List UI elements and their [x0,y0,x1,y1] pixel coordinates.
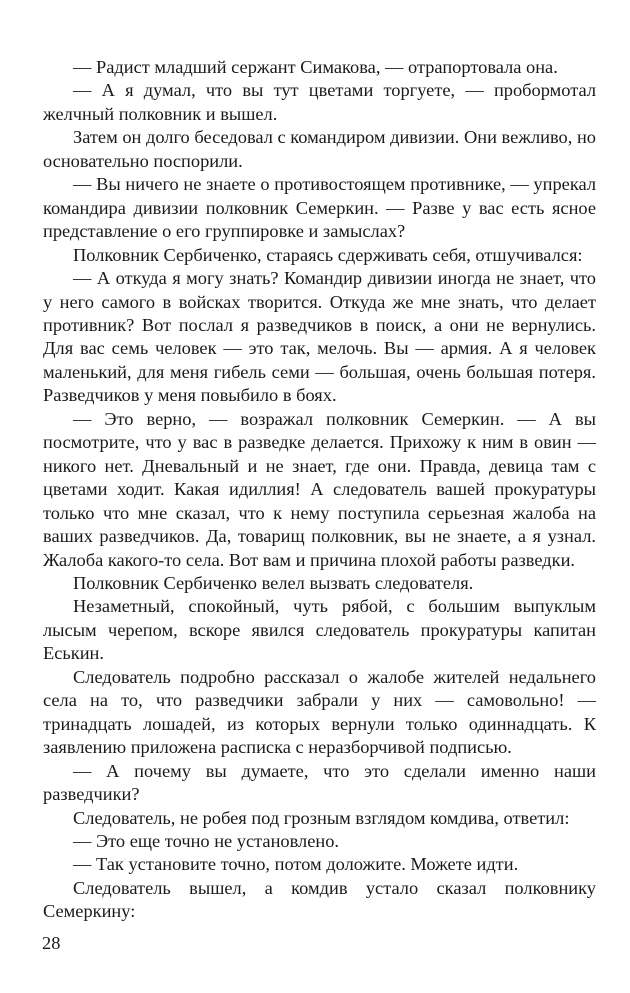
page-number: 28 [42,933,61,953]
paragraph: Незаметный, спокойный, чуть рябой, с большим выпуклым лысым черепом, вскоре явился следователь прокуратуры капитан Еськин. [43,596,596,664]
paragraph: — Так установите точно, потом доложите. Можете идти. [73,854,519,875]
paragraph: — Радист младший сержант Симакова, — отрапортовала она. [73,57,558,77]
paragraph: — Это еще точно не установлено. [73,830,340,851]
paragraph: Следователь вышел, а комдив устало сказал полковнику Семеркину: [43,877,596,922]
paragraph: Следователь подробно рассказал о жалобе жителей недальнего села на то, что разведчики забрали у них — самовольно! — тринадцать лошадей, из которых вернули только одиннадцать. К заявлению приложена расписка с неразборчивой подписью. [43,666,596,758]
paragraph: — А почему вы думаете, что это сделали именно наши разведчики? [43,760,596,805]
paragraph: Полковник Сербиченко велел вызвать следователя. [73,572,474,593]
paragraph: Полковник Сербиченко, стараясь сдерживать себя, отшучивался: [73,244,583,265]
paragraph: — А я думал, что вы тут цветами торгуете, — пробормотал желчный полковник и вышел. [43,80,596,124]
page-body [43,56,596,924]
paragraph: — Это верно, — возражал полковник Семеркин. — А вы посмотрите, что у вас в разведке делается. Прихожу к ним в овин — никого нет. Дневальный и не знает, где они. Правда, девица там с цветами ходит. Какая идиллия! А следователь вашей прокуратуры только что мне сказал, что к нему поступила серьезная жалоба на ваших разведчиков. Да, товарищ полковник, вы не знаете, а я узнал. Жалоба какого-то села. Вот вам и причина плохой работы разведки. [43,408,596,570]
paragraph: — Вы ничего не знаете о противостоящем противнике, — упрекал командира дивизии полковник Семеркин. — Разве у вас есть ясное представление о его группировке и замыслах? [43,174,596,242]
paragraph: Следователь, не робея под грозным взглядом комдива, ответил: [73,807,570,828]
paragraph: — А откуда я могу знать? Командир дивизии иногда не знает, что у него самого в войсках творится. Откуда же мне знать, что делает противник? Вот послал я разведчиков в поиск, а они не вернулись. Для вас семь человек — это так, мелочь. Вы — армия. А я человек маленький, для меня гибель семи — большая, очень большая потеря. Разведчиков у меня повыбило в боях. [43,268,596,406]
paragraph: Затем он долго беседовал с командиром дивизии. Они вежливо, но основательно поспорили. [43,127,596,171]
